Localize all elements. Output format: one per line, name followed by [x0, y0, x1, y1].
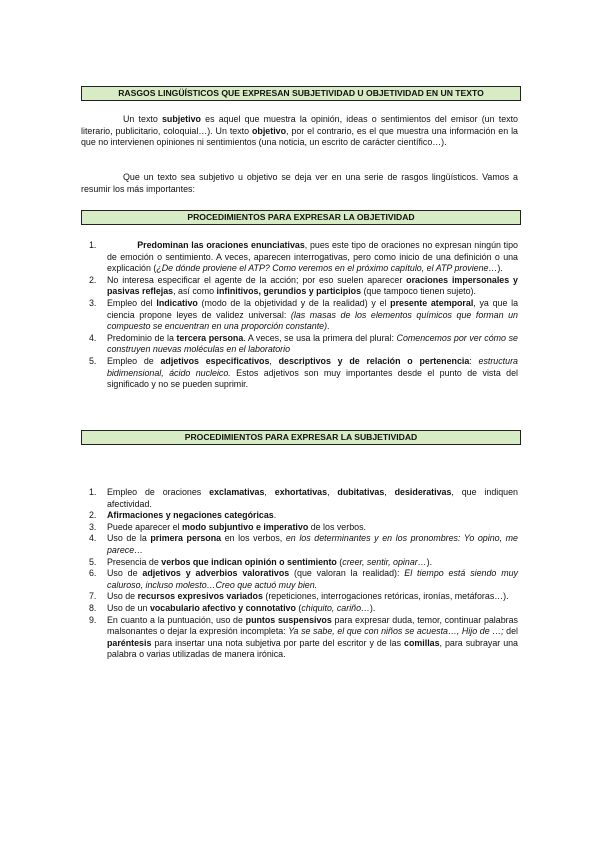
text-run: , pues este tipo de oraciones no expresan ningún tipo de emoción o sentimiento. A veces, aparecen interrogativas, pero como inicio de una definición o una explicación ( [107, 240, 518, 274]
text-run: , ya que la ciencia propone leyes de validez universal: [107, 297, 518, 320]
bold-text: objetivo [252, 125, 287, 136]
italic-text: ¿De dónde proviene el ATP? Como veremos en el próximo capítulo, el ATP proviene… [156, 263, 498, 274]
text-run: (que valoran la realidad): [289, 568, 405, 579]
list-item-number: 6. [89, 568, 97, 579]
list-item-number: 4. [89, 533, 97, 544]
text-run: (que tampoco tienen sujeto). [361, 286, 476, 297]
list-item [81, 487, 518, 510]
list-item-number: 2. [89, 274, 97, 285]
text-run: , para subrayar una palabra o varias utilizadas de manera irónica. [107, 637, 518, 660]
text-run: ). [497, 263, 503, 274]
bold-text: tercera persona [176, 332, 244, 343]
list-item-text [107, 240, 518, 273]
text-run: , [264, 487, 275, 497]
text-run: en los verbos, [221, 533, 286, 544]
subjetividad-list [81, 487, 518, 661]
text-run: Empleo de [107, 355, 161, 366]
list-item-text [107, 557, 432, 567]
intro-paragraph-1 [81, 114, 518, 149]
italic-text: El tiempo está siendo muy caluroso, incluso molesto…Creo que actuó muy bien. [107, 568, 518, 590]
list-item-text [107, 487, 518, 509]
bold-text: descriptivos y de relación o pertenencia [278, 355, 470, 366]
text-run: ( [295, 602, 302, 613]
list-item [81, 240, 518, 275]
bold-text: desiderativas [394, 487, 452, 497]
bold-text: presente atemporal [390, 297, 474, 308]
list-item [81, 615, 518, 661]
text-run: para insertar una nota subjetiva por parte del escritor y de las [151, 637, 405, 648]
bold-text: verbos que indican opinión o sentimiento [161, 556, 337, 567]
bold-text: exclamativas [209, 487, 265, 497]
bold-text: oraciones impersonales y pasivas reflejas [107, 274, 518, 297]
list-item-number: 9. [89, 614, 97, 625]
italic-text: Ya se sabe, el que con niños se acuesta…, Hijo de …; [288, 626, 504, 637]
list-item-text [107, 568, 518, 590]
bold-text: Predominan las oraciones enunciativas [137, 240, 305, 250]
list-item-number: 1. [89, 240, 97, 250]
text-run: Uso de [107, 591, 138, 602]
text-run: Un texto [123, 114, 162, 124]
intro-paragraph-2 [81, 172, 518, 195]
intro-paragraph-1-text [81, 114, 518, 147]
bold-text: Indicativo [156, 297, 198, 308]
text-run: . A veces, se usa la primera del plural: [243, 332, 397, 343]
text-run: Predominio de la [107, 332, 177, 343]
text-run: En cuanto a la puntuación, uso de [107, 614, 246, 625]
text-run: Uso de [107, 568, 143, 579]
text-run: Uso de un [107, 602, 150, 613]
bold-text: puntos suspensivos [245, 614, 332, 625]
list-item-text [107, 333, 518, 355]
text-run: para expresar duda, temor, continuar palabras malsonantes o dejar la expresión incompleta: [107, 614, 518, 637]
objetividad-heading-box: PROCEDIMIENTOS PARA EXPRESAR LA OBJETIVIDAD [81, 210, 521, 225]
list-item [81, 533, 518, 556]
text-run [107, 240, 137, 250]
list-item [81, 522, 518, 534]
subjetividad-heading-box: PROCEDIMIENTOS PARA EXPRESAR LA SUBJETIVIDAD [81, 430, 521, 445]
text-run: (modo de la objetividad y de la realidad) y el [197, 297, 391, 308]
intro-paragraph-2-text [81, 172, 518, 194]
text-run: No interesa especificar el agente de la acción; por eso suelen aparecer [107, 274, 407, 285]
list-item-text [107, 356, 518, 389]
list-item [81, 298, 518, 333]
italic-text: chiquito, cariño… [301, 602, 370, 613]
bold-text: infinitivos, gerundios y participios [216, 286, 362, 297]
bold-text: paréntesis [107, 637, 152, 648]
text-run: Empleo de oraciones [107, 487, 210, 497]
text-run: Presencia de [107, 556, 162, 567]
bold-text: recursos expresivos variados [137, 591, 263, 602]
list-item-text [107, 510, 276, 520]
text-run: : [469, 355, 479, 366]
list-item-number: 2. [89, 510, 97, 521]
list-item [81, 557, 518, 569]
italic-text: creer, sentir, opinar… [342, 556, 427, 567]
bold-text: comillas [404, 637, 440, 648]
list-item [81, 591, 518, 603]
list-item-number: 7. [89, 591, 97, 602]
list-item-text [107, 533, 518, 555]
list-item-number: 3. [89, 521, 97, 532]
text-run: ( [336, 556, 343, 567]
italic-text: Comencemos por ver cómo se construyen nuevas moléculas en el laboratorio [107, 332, 518, 355]
text-run: (repeticiones, interrogaciones retóricas, ironías, metáforas…). [262, 591, 509, 602]
bold-text: exhortativas [274, 487, 328, 497]
list-item-number: 3. [89, 297, 97, 308]
italic-text: en los determinantes y en los pronombres: Yo opino, me parece… [107, 533, 518, 555]
list-item-number: 1. [89, 487, 97, 497]
text-run: . [327, 321, 330, 332]
bold-text: modo subjuntivo e imperativo [182, 521, 309, 532]
list-item [81, 510, 518, 522]
text-run: Que un texto sea subjetivo u objetivo se deja ver en una serie de rasgos lingüísticos. Vamos a resumir los más importantes: [81, 172, 518, 194]
list-item-text [107, 615, 518, 660]
italic-text: (las masas de los elementos químicos que forman un compuesto se encuentran en una proporción constante) [107, 309, 518, 332]
text-run: Empleo del [107, 297, 157, 308]
bold-text: adjetivos y adverbios valorativos [142, 568, 290, 579]
bold-text: subjetivo [161, 114, 201, 124]
text-run: , así como [173, 286, 217, 297]
objetividad-list [81, 240, 518, 391]
list-item [81, 356, 518, 391]
list-item [81, 333, 518, 356]
list-item-text [107, 591, 509, 601]
bold-text: dubitativas [337, 487, 385, 497]
list-item-number: 4. [89, 332, 97, 343]
text-run: , por el contrario, es el que muestra una información en la que no intervienen opiniones ni sentimientos (una noticia, un escrito de carácter científico…). [81, 125, 518, 148]
list-item [81, 275, 518, 298]
list-item-text [107, 298, 518, 331]
text-run: , que indiquen afectividad. [107, 487, 518, 509]
text-run: , [269, 355, 279, 366]
list-item-text [107, 522, 366, 532]
list-item-text [107, 603, 375, 613]
list-item-number: 5. [89, 355, 97, 366]
bold-text: adjetivos especificativos [160, 355, 270, 366]
text-run: , [384, 487, 395, 497]
bold-text: Afirmaciones y negaciones categóricas [107, 510, 274, 521]
text-run: es aquel que muestra la opinión, ideas o sentimientos del emisor (un texto literario, publicitario, coloquial…). Un texto [81, 114, 518, 136]
text-run: ). [426, 556, 433, 567]
text-run: ). [369, 602, 376, 613]
list-item-number: 5. [89, 556, 97, 567]
list-item [81, 603, 518, 615]
text-run: Uso de la [107, 533, 151, 544]
text-run: del [503, 626, 519, 637]
list-item-number: 8. [89, 602, 97, 613]
text-run: . [273, 510, 277, 521]
document-title-box: RASGOS LINGÜÍSTICOS QUE EXPRESAN SUBJETIVIDAD U OBJETIVIDAD EN UN TEXTO [81, 86, 521, 101]
text-run: , [327, 487, 338, 497]
list-item [81, 568, 518, 591]
bold-text: primera persona [150, 533, 222, 544]
text-run: Estos adjetivos son muy importantes desde el punto de vista del significado y no se pueden suprimir. [107, 367, 518, 390]
text-run: de los verbos. [308, 521, 366, 532]
text-run: Puede aparecer el [107, 521, 182, 532]
list-item-text [107, 275, 518, 297]
bold-text: vocabulario afectivo y connotativo [149, 602, 296, 613]
italic-text: estructura bidimensional, ácido nucleico. [107, 355, 518, 378]
